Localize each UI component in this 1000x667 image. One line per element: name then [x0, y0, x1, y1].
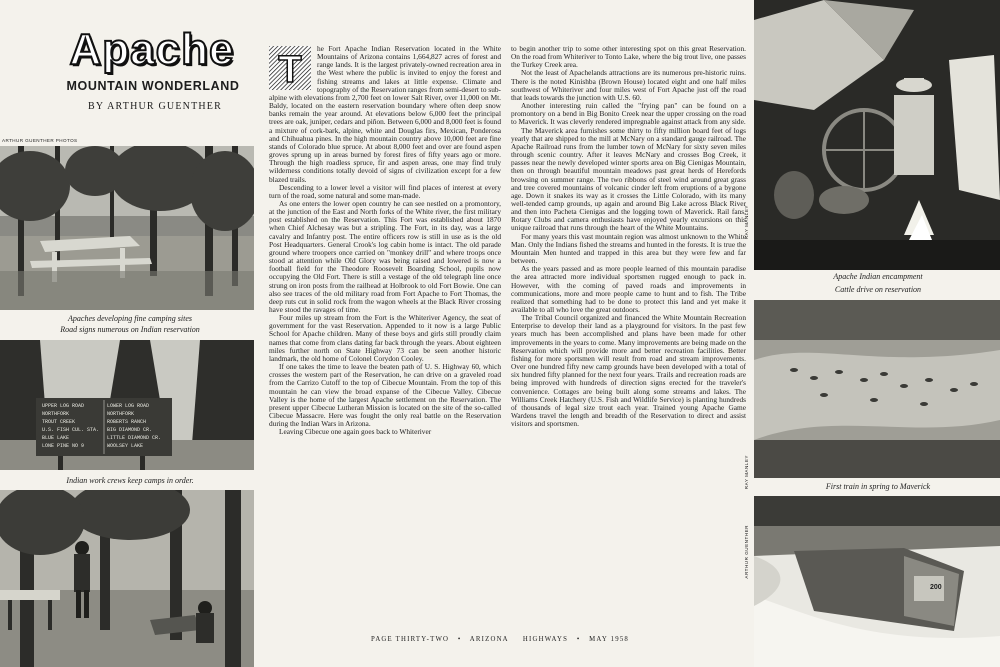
sign-line: ROBERTS RANCH — [107, 419, 147, 425]
work-crews-photo — [0, 490, 254, 667]
paragraph: For many years this vast mountain region was almost unknown to the White Man. Only the Indians fished the streams and hunted in the forests. It is true the Mountain Men hunted and trapped in this area but they were few and far between. — [511, 231, 746, 266]
train-number: 200 — [930, 584, 942, 591]
sign-line: LONE PINE NO 9 — [42, 443, 85, 449]
article-subtitle: MOUNTAIN WONDERLAND — [66, 79, 240, 93]
sign-line: UPPER LOG ROAD — [42, 403, 85, 409]
sign-left-lines — [42, 402, 102, 450]
paragraph: Leaving Cibecue one again goes back to Whiteriver — [279, 427, 432, 437]
svg-text:T: T — [278, 49, 302, 90]
paragraph: Not the least of Apachelands attractions are its numerous pre-historic ruins. There is the noted Kinishba (Brown House) located eight and one half miles southwest of Whiteriver and four miles west of Fort Apache just off the road that leads towards the junction with U.S. 60. — [511, 68, 746, 102]
sign-line: LITTLE DIAMOND CR. — [107, 435, 162, 441]
page-footer — [330, 636, 670, 643]
article-column-1 — [269, 45, 501, 437]
footer-magazine-2: HIGHWAYS — [522, 636, 569, 643]
caption-work-crews: Indian work crews keep camps in order. — [66, 476, 194, 485]
photo-credit: ARTHUR GUENTHER PHOTOS — [2, 138, 78, 143]
caption-train: First train in spring to Maverick — [825, 482, 931, 491]
paragraph: to begin another trip to some other interesting spot on this great Reservation. On the road from Whiteriver to Tonto Lake, where the big trout live, one passes the Turkey Creek area. — [511, 44, 746, 70]
byline: BY ARTHUR GUENTHER — [88, 101, 222, 112]
caption-cattle: Cattle drive on reservation — [834, 285, 922, 294]
paragraph: Four miles up stream from the Fort is the Whiteriver Agency, the seat of government for the vast Reservation. Appended to it now is a large Public School for Apache children. Many of these boys and girls still proudly claim names that come from clans dating far back through the years. About eighteen miles further north on State Highway 73 can be seen another historic landmark, the old home of Colonel Corydon Cooley. — [269, 313, 501, 363]
paragraph: If one takes the time to leave the beaten path of U. S. Highway 60, which crosses the western part of the Reservation, he can drive on a graveled road from the Carrizo Cutoff to the top of Cibecue Mountain. From the top of this mountain he can view the broad expanse of the Cibecue Valley. Cibecue Valley is the home of the largest Apache settlement on the Reservation. The present upper Cibecue Lutheran Mission is located on the site of the so-called Cibecue Massacre. Here was fought the only real battle on the Reservation during the Indian Wars in Arizona. — [269, 362, 501, 429]
sign-line: WOOLSEY LAKE — [107, 443, 144, 449]
cattle-drive-photo — [754, 300, 1000, 478]
road-sign-photo — [0, 340, 254, 470]
drop-cap — [269, 46, 311, 90]
sign-line: LOWER LOG ROAD — [107, 403, 150, 409]
paragraph: As one enters the lower open country he can see nestled on a promontory, at the junction of the East and North forks of the White river, the first military post established on the Reservation. This Fort was established about 1870 when Chief Alchesay was but a stripling. The Fort, in its day, was a large cavalry and Infantry post. The entire officers row is still in use as is the old Post Headquarters. General Crook's log cabin home is intact. The old parade ground where troopers once carried on "monkey drill" and where troops once stood at attention while Old Glory was being raised and lowered is now a football field for the Theodore Roosevelt Boarding School, pupils now occupying the Old Fort. There is still a vestage of the old telegraph line once strung on iron posts from the railhead at Holbrook to old Fort Bowie. One can also see traces of the old military road from Fort Apache to Fort Thomas, the deep ruts cut in solid rock from the wagon wheels at the Black River crossing have stood the ravages of time. — [269, 198, 501, 314]
footer-page: PAGE THIRTY-TWO — [370, 636, 450, 643]
paragraph: Another interesting ruin called the "frying pan" can be found on a promontory on a bend in Big Bonito Creek near the upper crossing on the road to Maverick. It was cleverly rendered impregnable against attack from any side. — [511, 101, 746, 127]
article-title: Apache — [69, 25, 235, 74]
sign-line: U.S. FISH CUL. STA. — [42, 427, 100, 433]
camping-site-photo — [0, 146, 254, 310]
paragraph: The Maverick area furnishes some thirty to fifty million board feet of logs yearly that are shipped to the mill at McNary on a standard gauge railroad. The Apache Railroad runs from the lumber town of McNary for sixty seven miles through scenic country. After it leaves McNary and crosses Bog Creek, it passes near the newly developed winter sports area on Big Cienigas Mountain, then on through beautiful mountain meadows past great herds of Herefords browsing on summer range. The two ribbons of steel wind around great grass and tree covered mountains of volcanic cinder left from eruptions of a bygone age. Down it snakes its way as it crosses the Little Colorado, with its many well-tended camp grounds, up again and around Big Lake across Black River and then into Pacheta Cienigas and the logging town of Maverick. Rail fans, Rotary Clubs and camera enthusiasts have enjoyed yearly excursions on this unique railroad that runs through the heart of the White Mountains. — [511, 125, 746, 233]
sign-line: NORTHFORK — [42, 411, 70, 417]
caption-encampment: Apache Indian encampment — [833, 272, 923, 281]
train-photo — [754, 496, 1000, 667]
paragraph: The Tribal Council organized and financed the White Mountain Recreation Enterprise to develop their land as a playground for visitors. In the past few years much has been accomplished and plans have been made for other improvements in the years to come. Many improvements are being made on the Reservation which will provide more and better recreation facilities. Better fishing for more sportsmen will result from road and stream improvements. Over one hundred fifty new camp grounds have been developed with a total of six hundred fifty planned for the next four years. Trails and recreation roads are being improved with hundreds of direction signs erected for the traveler's convenience. Cottages are being built along some streams and lakes. The Williams Creek Hatchery (U.S. Fish and Wildlife Service) is planting hundreds of thousands of legal size trout each year. Trained young Apache Game Wardens travel the length and breadth of the Reservation to direct and assist visitors and sportsmen. — [511, 313, 746, 429]
sign-line: TROUT CREEK — [42, 419, 76, 425]
encampment-credit: RAY MANLEY — [744, 205, 749, 240]
sign-line: NORTHFORK — [107, 411, 135, 417]
paragraph: As the years passed and as more people learned of this mountain paradise the area attracted more individual sportsmen rugged enough to pack in. However, with the coming of paved roads and improvements in communications, more and more people came to hunt and to fish. The Tribe realized that something had to be done to protect this land and yet make it available to all who love the great outdoors. — [511, 264, 746, 314]
footer-separator: • — [576, 636, 581, 643]
train-credit: ARTHUR GUENTHER — [744, 525, 749, 579]
paragraph: he Fort Apache Indian Reservation located in the White Mountains of Arizona contains 1,664,827 acres of forest and range lands. It is the largest privately-owned recreation area in the West where the public is invited to enjoy the forest and fishing streams and lakes at little expense. Climate and topography of the Reservation ranges from semi-desert to sub-alpine with elevations from 2,700 feet on lower Salt River, over 11,000 on Mt. Baldy, located on the eastern reservation boundary where often deep snow banks remain the year around. At elevations below 6,000 feet the principal trees are oak, juniper, cedars and piñon. Between 6,000 and 8,000 feet is found a mixture of cork-bark, alpine, white and Douglas firs, Mexican, Ponderosa and Chihuahua pines. In the high mountain country above 10,000 feet are fine stands of Colorado blue spruce. At about 8,000 feet and over are found aspen groves sprung up in areas burned by forest fires of fifty years ago or more. Through the high roadless spruce, fir and aspen areas, one may find truly wilderness conditions totally devoid of signs of civilization except for a few blazed trails. — [269, 44, 501, 184]
caption-camp-sites: Apaches developing fine camping sites — [68, 314, 192, 323]
caption-road-signs: Road signs numerous on Indian reservation — [60, 325, 200, 334]
cattle-credit: RAY MANLEY — [744, 455, 749, 490]
article-column-2 — [511, 45, 746, 428]
footer-separator: • — [457, 636, 462, 643]
encampment-photo — [754, 0, 1000, 270]
paragraph: Descending to a lower level a visitor will find places of interest at every turn of the road, some natural and some man-made. — [269, 182, 501, 200]
sign-right-lines — [107, 402, 171, 450]
sign-line: BIG DIAMOND CR. — [107, 427, 153, 433]
sign-line: BLUE LAKE — [42, 435, 70, 441]
footer-date: MAY 1958 — [589, 636, 630, 643]
footer-magazine: ARIZONA — [469, 636, 509, 643]
